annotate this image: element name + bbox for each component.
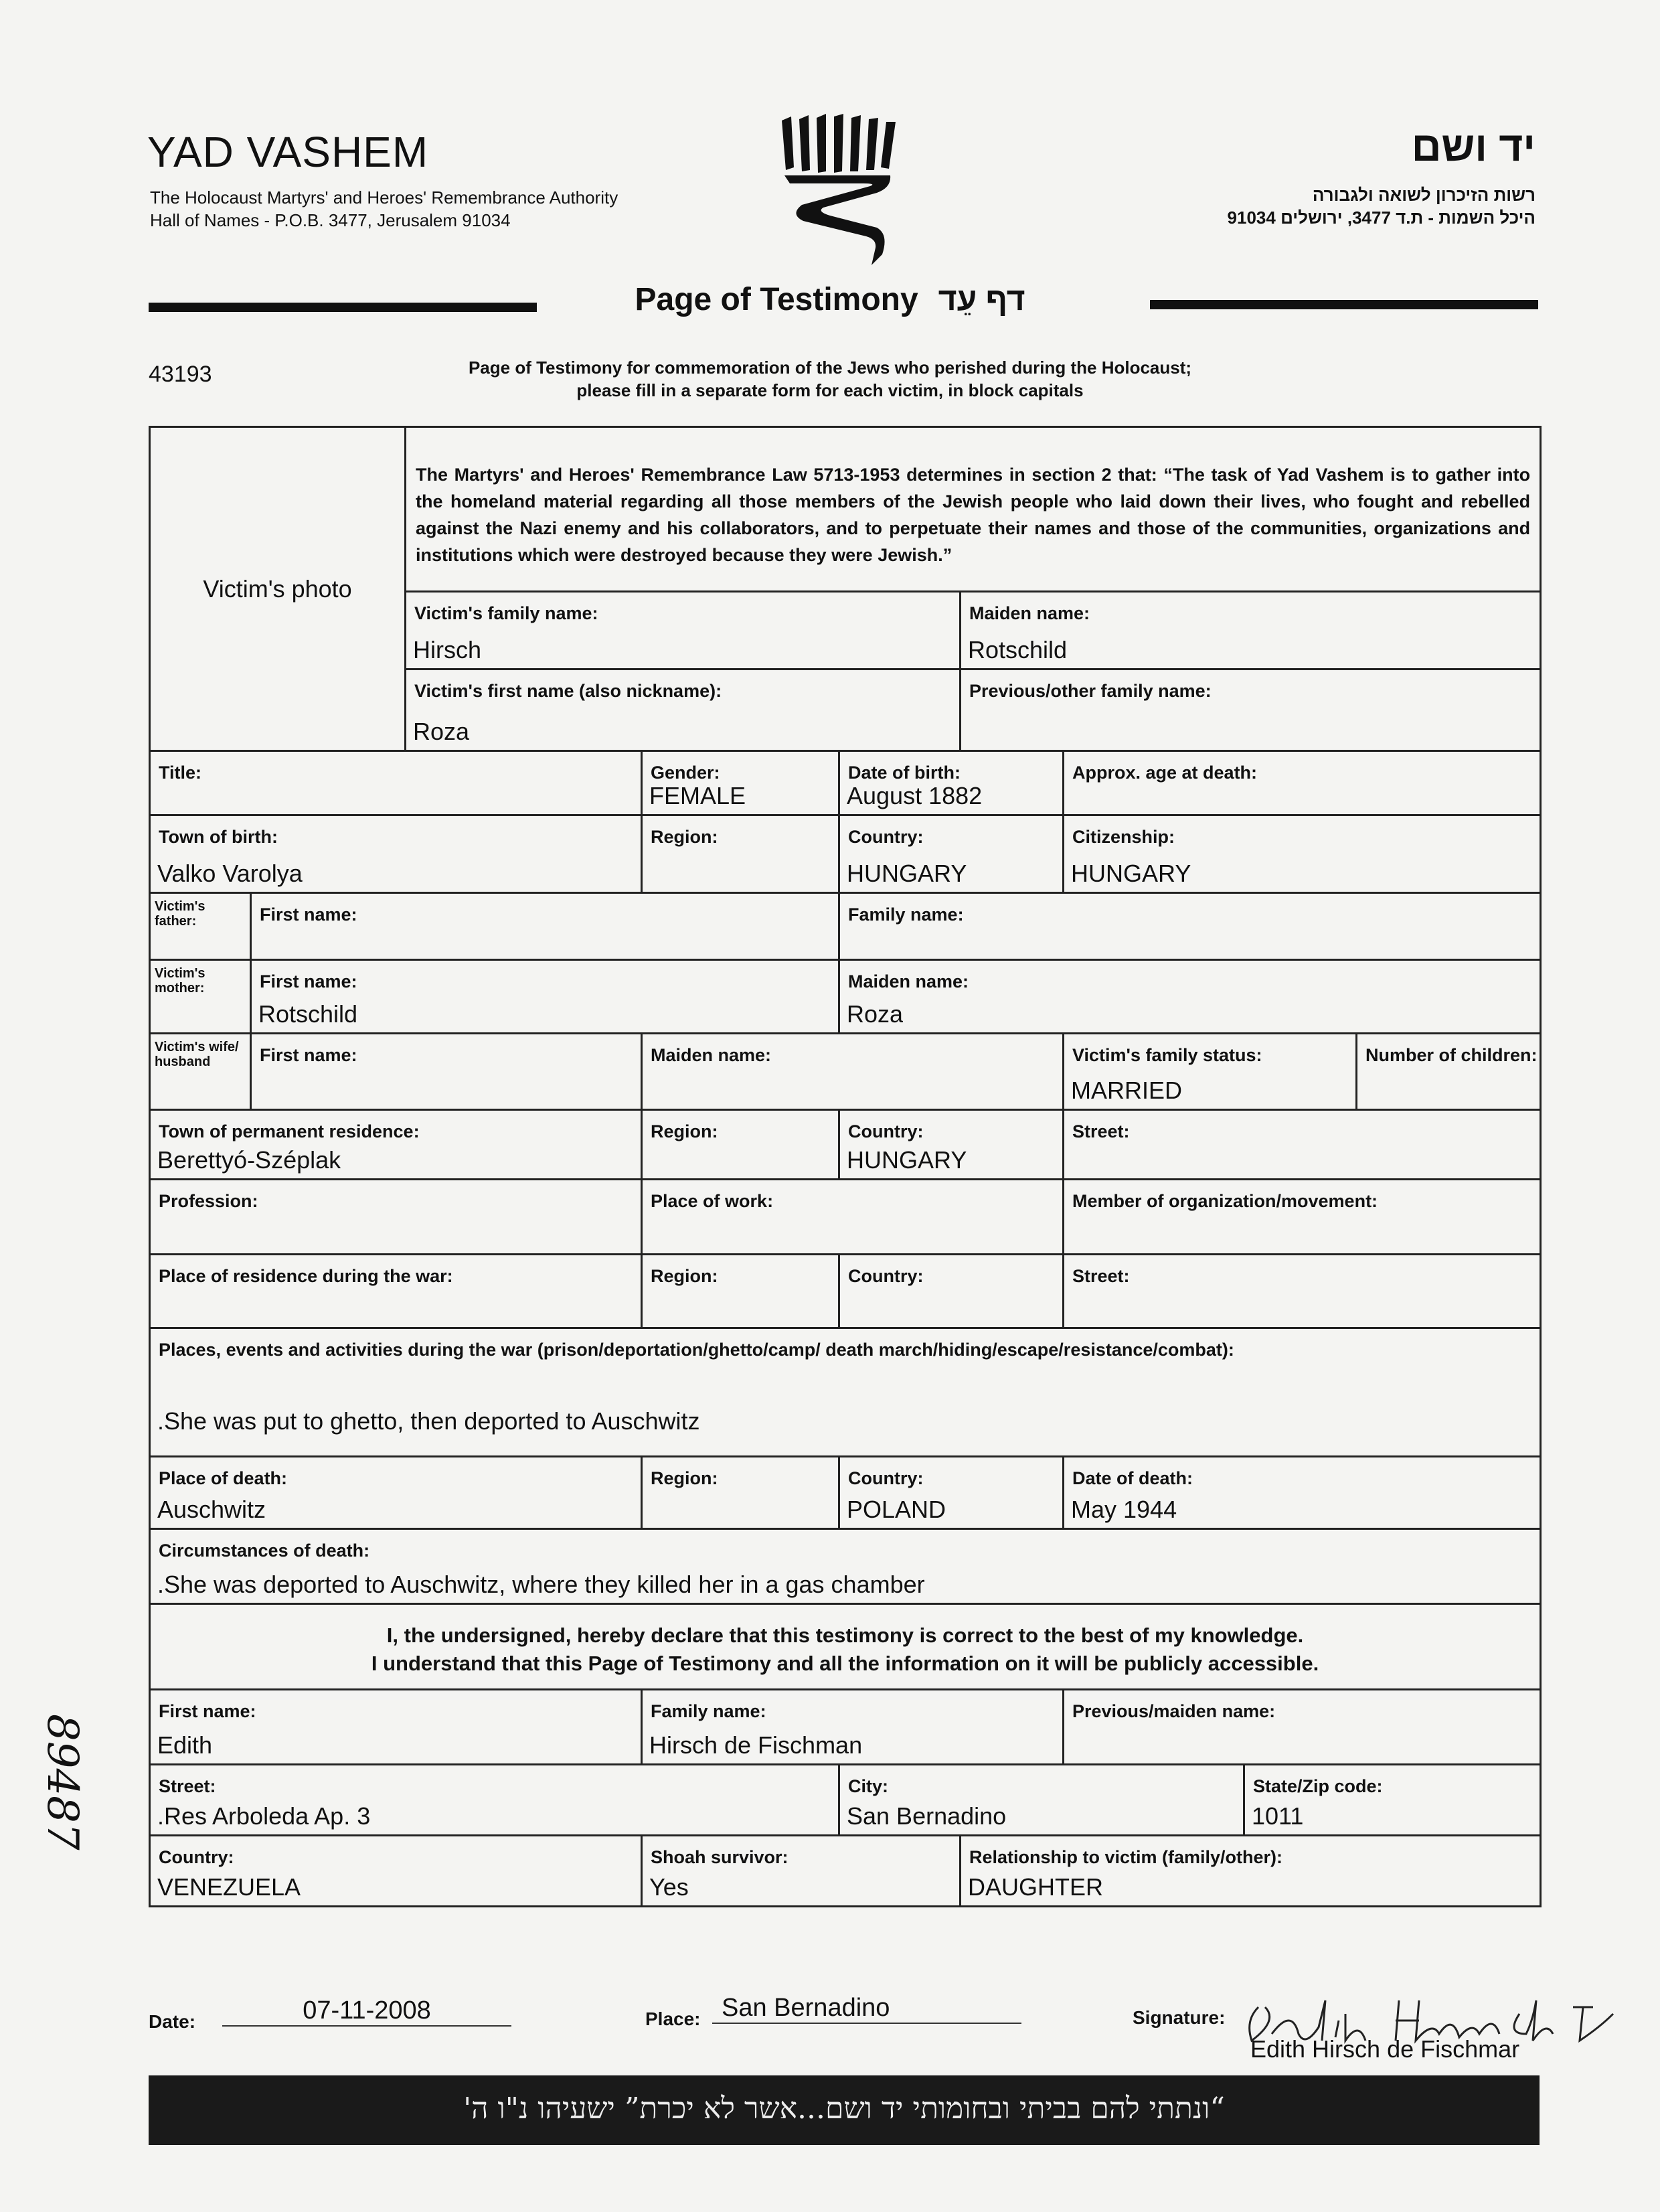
mother-row-header — [150, 960, 251, 1034]
submitter-zip-label: State/Zip code: — [1253, 1776, 1383, 1796]
submitter-city-label: City: — [848, 1776, 888, 1796]
residence-country-label: Country: — [848, 1121, 924, 1141]
submitter-previous-name-field[interactable] — [1064, 1690, 1541, 1765]
submitter-street-value: .Res Arboleda Ap. 3 — [157, 1802, 371, 1830]
testimony-form — [149, 426, 1542, 1907]
citizenship-field[interactable] — [1064, 815, 1541, 893]
family-status-field[interactable] — [1064, 1034, 1357, 1110]
father-first-name-label: First name: — [260, 904, 357, 925]
org-subtitle-hebrew-block — [1228, 183, 1536, 229]
death-region-field[interactable] — [642, 1457, 839, 1529]
spouse-row-header — [150, 1034, 251, 1110]
father-row-header — [150, 893, 251, 960]
relationship-label: Relationship to victim (family/other): — [969, 1847, 1283, 1867]
victim-first-name-label: Victim's first name (also nickname): — [414, 681, 722, 701]
spouse-maiden-name-label: Maiden name: — [651, 1045, 772, 1065]
war-country-label: Country: — [848, 1266, 924, 1286]
war-events-value: .She was put to ghetto, then deported to Auschwitz — [157, 1407, 700, 1435]
war-street-field[interactable] — [1064, 1255, 1541, 1328]
war-country-field[interactable] — [839, 1255, 1064, 1328]
father-family-name-field[interactable] — [839, 893, 1541, 960]
circumstances-of-death-field[interactable] — [150, 1529, 1541, 1604]
victim-title-field[interactable] — [150, 751, 642, 815]
permanent-residence-value: Berettyó-Széplak — [157, 1146, 341, 1174]
birth-country-value: HUNGARY — [847, 860, 967, 887]
margin-handwritten-number: 89487 — [37, 1714, 87, 1850]
footer-place-field[interactable] — [712, 1994, 1021, 2024]
war-residence-field[interactable] — [150, 1255, 642, 1328]
intro-text — [0, 356, 1660, 402]
victim-gender-label: Gender: — [651, 763, 720, 783]
footer-date-label: Date: — [149, 2011, 196, 2032]
submitter-family-name-field[interactable] — [642, 1690, 1064, 1765]
birth-region-label: Region: — [651, 827, 718, 847]
submitter-first-name-field[interactable] — [150, 1690, 642, 1765]
victim-gender-field[interactable] — [642, 751, 839, 815]
place-of-death-label: Place of death: — [159, 1468, 288, 1488]
victim-family-name-value: Hirsch — [413, 636, 482, 663]
date-of-death-label: Date of death: — [1072, 1468, 1193, 1488]
date-of-death-field[interactable] — [1064, 1457, 1541, 1529]
circumstances-of-death-label: Circumstances of death: — [159, 1540, 370, 1561]
footer-place-label: Place: — [645, 2008, 701, 2029]
death-country-label: Country: — [848, 1468, 924, 1488]
residence-country-value: HUNGARY — [847, 1146, 967, 1174]
citizenship-value: HUNGARY — [1071, 860, 1191, 887]
war-street-label: Street: — [1072, 1266, 1130, 1286]
birth-country-field[interactable] — [839, 815, 1064, 893]
declaration — [150, 1604, 1541, 1690]
place-of-work-label: Place of work: — [651, 1191, 774, 1211]
org-subtitle-block — [150, 186, 618, 232]
form-number: 43193 — [149, 362, 212, 387]
war-residence-label: Place of residence during the war: — [159, 1266, 453, 1286]
submitter-previous-name-label: Previous/maiden name: — [1072, 1701, 1276, 1721]
relationship-value: DAUGHTER — [968, 1873, 1104, 1901]
citizenship-label: Citizenship: — [1072, 827, 1175, 847]
father-row-label: Victim's father: — [155, 899, 205, 929]
profession-label: Profession: — [159, 1191, 258, 1211]
victim-previous-family-name-label: Previous/other family name: — [969, 681, 1212, 701]
victim-age-at-death-label: Approx. age at death: — [1072, 763, 1258, 783]
father-family-name-label: Family name: — [848, 904, 964, 925]
war-region-field[interactable] — [642, 1255, 839, 1328]
victim-gender-value: FEMALE — [649, 782, 746, 809]
profession-field[interactable] — [150, 1180, 642, 1255]
page-title-he: דף עֵד — [938, 282, 1025, 317]
submitter-zip-field[interactable] — [1244, 1765, 1541, 1836]
footer-signature-label: Signature: — [1133, 2007, 1226, 2028]
footer-place-value: San Bernadino — [722, 1994, 890, 2022]
footer-date-field[interactable] — [222, 1996, 511, 2027]
victim-maiden-name-value: Rotschild — [968, 636, 1068, 663]
place-of-death-field[interactable] — [150, 1457, 642, 1529]
date-of-death-value: May 1944 — [1071, 1496, 1177, 1523]
org-subtitle-hebrew: רשות הזיכרון לשואה ולגבורה — [1312, 185, 1536, 205]
death-region-label: Region: — [651, 1468, 718, 1488]
org-name: YAD VASHEM — [147, 128, 429, 176]
declaration-line-2: I understand that this Page of Testimony and all the information on it will be publicly accessible. — [371, 1651, 1319, 1675]
town-of-birth-value: Valko Varolya — [157, 860, 303, 887]
victim-first-name-field[interactable] — [406, 669, 961, 751]
permanent-residence-field[interactable] — [150, 1110, 642, 1180]
submitter-street-label: Street: — [159, 1776, 216, 1796]
victim-title-label: Title: — [159, 763, 202, 783]
residence-street-field[interactable] — [1064, 1110, 1541, 1180]
org-subtitle: The Holocaust Martyrs' and Heroes' Remembrance Authority — [150, 187, 618, 208]
shoah-survivor-field[interactable] — [642, 1836, 961, 1907]
organization-membership-field[interactable] — [1064, 1180, 1541, 1255]
spouse-first-name-field[interactable] — [251, 1034, 642, 1110]
victim-dob-field[interactable] — [839, 751, 1064, 815]
town-of-birth-field[interactable] — [150, 815, 642, 893]
submitter-street-field[interactable] — [150, 1765, 839, 1836]
mother-maiden-name-value: Roza — [847, 1000, 904, 1028]
quote-banner: “ונתתי להם בביתי ובחומותי יד ושם...אשר לא יכרת” ישעיהו נ"ו ה' — [149, 2075, 1540, 2145]
submitter-zip-value: 1011 — [1252, 1802, 1304, 1830]
victim-dob-label: Date of birth: — [848, 763, 961, 783]
submitter-country-value: VENEZUELA — [157, 1873, 301, 1901]
page-title-en: Page of Testimony — [635, 282, 918, 317]
submitter-country-field[interactable] — [150, 1836, 642, 1907]
intro-line-2: please fill in a separate form for each victim, in block capitals — [576, 380, 1084, 400]
family-status-value: MARRIED — [1071, 1077, 1183, 1104]
number-of-children-field[interactable] — [1357, 1034, 1541, 1110]
victim-family-name-field[interactable] — [406, 592, 961, 669]
residence-region-label: Region: — [651, 1121, 718, 1141]
mother-first-name-field[interactable] — [251, 960, 839, 1034]
law-text: The Martyrs' and Heroes' Remembrance Law 5713-1953 determines in section 2 that: “The task of Yad Vashem is to gather into the homeland material regarding all those members of the Jewish people who laid down their lives, who fought and rebelled against the Nazi enemy and his collaborators, and to perpetuate their names and those of the communities, organizations and institutions which were destroyed because they were Jewish.” — [406, 427, 1541, 592]
war-events-field[interactable] — [150, 1328, 1541, 1457]
residence-country-field[interactable] — [839, 1110, 1064, 1180]
mother-maiden-name-label: Maiden name: — [848, 971, 969, 992]
spouse-row-label: Victim's wife/ husband — [155, 1040, 239, 1069]
victim-photo-label: Victim's photo — [203, 574, 352, 603]
organization-membership-label: Member of organization/movement: — [1072, 1191, 1378, 1211]
shoah-survivor-value: Yes — [649, 1873, 689, 1901]
mother-maiden-name-field[interactable] — [839, 960, 1541, 1034]
page-title — [0, 281, 1660, 318]
death-country-field[interactable] — [839, 1457, 1064, 1529]
place-of-work-field[interactable] — [642, 1180, 1064, 1255]
submitter-first-name-label: First name: — [159, 1701, 256, 1721]
birth-country-label: Country: — [848, 827, 924, 847]
circumstances-of-death-value: .She was deported to Auschwitz, where they killed her in a gas chamber — [157, 1571, 925, 1598]
number-of-children-label: Number of children: — [1365, 1045, 1538, 1065]
declaration-line-1: I, the undersigned, hereby declare that this testimony is correct to the best of my knowledge. — [386, 1623, 1304, 1647]
victim-dob-value: August 1882 — [847, 782, 983, 809]
father-first-name-field[interactable] — [251, 893, 839, 960]
submitter-city-value: San Bernadino — [847, 1802, 1007, 1830]
war-events-label: Places, events and activities during the war (prison/deportation/ghetto/camp/ death march/hiding/escape/resistance/combat): — [159, 1340, 1234, 1360]
shoah-survivor-label: Shoah survivor: — [651, 1847, 788, 1867]
victim-previous-family-name-field[interactable] — [961, 669, 1541, 751]
submitter-family-name-label: Family name: — [651, 1701, 766, 1721]
submitter-family-name-value: Hirsch de Fischman — [649, 1731, 863, 1759]
victim-first-name-value: Roza — [413, 718, 470, 745]
mother-first-name-label: First name: — [260, 971, 357, 992]
intro-line-1: Page of Testimony for commemoration of the Jews who perished during the Holocaust; — [468, 358, 1192, 378]
place-of-death-value: Auschwitz — [157, 1496, 266, 1523]
submitter-country-label: Country: — [159, 1847, 234, 1867]
residence-street-label: Street: — [1072, 1121, 1130, 1141]
spouse-first-name-label: First name: — [260, 1045, 357, 1065]
birth-region-field[interactable] — [642, 815, 839, 893]
mother-row-label: Victim's mother: — [155, 966, 205, 996]
victim-maiden-name-field[interactable] — [961, 592, 1541, 669]
org-address: Hall of Names - P.O.B. 3477, Jerusalem 91034 — [150, 210, 511, 230]
residence-region-field[interactable] — [642, 1110, 839, 1180]
victim-family-name-label: Victim's family name: — [414, 603, 598, 623]
relationship-field[interactable] — [961, 1836, 1541, 1907]
victim-age-at-death-field[interactable] — [1064, 751, 1541, 815]
org-name-hebrew: יד ושם — [1411, 124, 1536, 170]
war-region-label: Region: — [651, 1266, 718, 1286]
submitter-city-field[interactable] — [839, 1765, 1244, 1836]
footer-date-value: 07-11-2008 — [303, 1996, 431, 2025]
victim-maiden-name-label: Maiden name: — [969, 603, 1090, 623]
mother-first-name-value: Rotschild — [258, 1000, 358, 1028]
family-status-label: Victim's family status: — [1072, 1045, 1262, 1065]
submitter-first-name-value: Edith — [157, 1731, 213, 1759]
victim-photo-box[interactable] — [150, 427, 406, 751]
permanent-residence-label: Town of permanent residence: — [159, 1121, 420, 1141]
death-country-value: POLAND — [847, 1496, 946, 1523]
yad-vashem-flame-logo-icon — [776, 114, 904, 268]
org-address-hebrew: היכל השמות - ת.ד 3477, ירושלים 91034 — [1227, 208, 1536, 228]
spouse-maiden-name-field[interactable] — [642, 1034, 1064, 1110]
signature-printed-name: Edith Hirsch de Fischmar — [1250, 2035, 1520, 2063]
town-of-birth-label: Town of birth: — [159, 827, 278, 847]
